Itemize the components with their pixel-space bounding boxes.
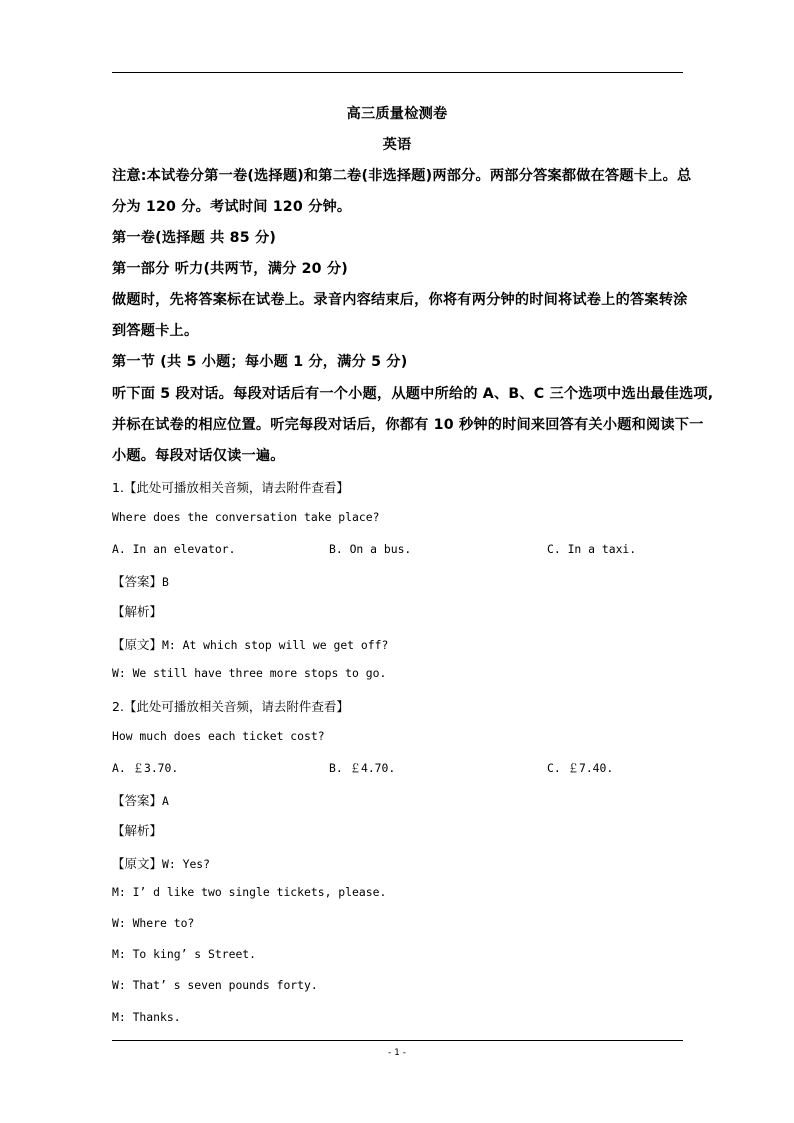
- exam-subject: 英语: [382, 137, 412, 153]
- question-2-transcript-line-1: [112, 853, 683, 872]
- question-2-option-a: A. ￡3.70.: [112, 761, 179, 775]
- section-instruction-line-3: 小题。每段对话仅读一遍。: [112, 448, 285, 464]
- page-number: - 1 -: [388, 1048, 406, 1058]
- exam-title: 高三质量检测卷: [346, 106, 448, 122]
- question-1-text: Where does the conversation take place?: [112, 510, 380, 524]
- question-1-analysis-label: 【解析】: [112, 604, 163, 619]
- question-1-option-b: B. On a bus.: [329, 542, 412, 556]
- question-2-transcript-line-2: M: I’ d like two single tickets, please.: [112, 885, 387, 899]
- question-1-audio-prompt[interactable]: 1.【此处可播放相关音频，请去附件查看】: [112, 480, 349, 495]
- question-1-answer: [112, 571, 683, 590]
- question-2-option-c: C. ￡7.40.: [547, 761, 614, 775]
- section-instruction-line-2: 并标在试卷的相应位置。听完每段对话后，你都有 10 秒钟的时间来回答有关小题和阅读下一: [112, 417, 704, 433]
- question-2-transcript-line-4: M: To king’ s Street.: [112, 947, 257, 961]
- question-2-analysis-label: 【解析】: [112, 823, 163, 838]
- question-2-audio-prompt[interactable]: 2.【此处可播放相关音频，请去附件查看】: [112, 699, 349, 714]
- answer-label: 【答案】: [112, 793, 163, 808]
- volume-heading: 第一卷(选择题 共 85 分): [112, 230, 277, 246]
- question-2-answer: [112, 790, 683, 809]
- question-1-transcript-line-2: W: We still have three more stops to go.: [112, 666, 387, 680]
- instruction-line-2: 到答题卡上。: [112, 323, 199, 339]
- transcript-label: 【原文】: [112, 856, 163, 871]
- question-2-transcript-line-3: W: Where to?: [112, 916, 195, 930]
- header-rule: [112, 72, 683, 73]
- question-2-text: How much does each ticket cost?: [112, 729, 325, 743]
- transcript-text: W: Yes?: [162, 857, 211, 871]
- part-heading: 第一部分 听力(共两节，满分 20 分): [112, 261, 348, 277]
- question-1-transcript-line-1: [112, 634, 683, 653]
- section-heading: 第一节 (共 5 小题；每小题 1 分，满分 5 分): [112, 354, 408, 370]
- question-2-transcript-line-5: W: That’ s seven pounds forty.: [112, 978, 318, 992]
- answer-label: 【答案】: [112, 574, 163, 589]
- notice-line-2: 分为 120 分。考试时间 120 分钟。: [112, 199, 352, 215]
- instruction-line-1: 做题时，先将答案标在试卷上。录音内容结束后，你将有两分钟的时间将试卷上的答案转涂: [112, 292, 688, 308]
- question-2-option-b: B. ￡4.70.: [329, 761, 396, 775]
- footer-rule: [112, 1040, 683, 1041]
- section-instruction-line-1: 听下面 5 段对话。每段对话后有一个小题，从题中所给的 A、B、C 三个选项中选出最佳选项,: [112, 386, 714, 402]
- question-1-option-a: A. In an elevator.: [112, 542, 236, 556]
- answer-value: B: [162, 575, 169, 589]
- answer-value: A: [162, 794, 169, 808]
- transcript-label: 【原文】: [112, 637, 163, 652]
- question-2-transcript-line-6: M: Thanks.: [112, 1010, 181, 1024]
- question-1-option-c: C. In a taxi.: [547, 542, 637, 556]
- notice-line-1: 注意:本试卷分第一卷(选择题)和第二卷(非选择题)两部分。两部分答案都做在答题卡上。总: [112, 168, 692, 184]
- transcript-text: M: At which stop will we get off?: [162, 638, 389, 652]
